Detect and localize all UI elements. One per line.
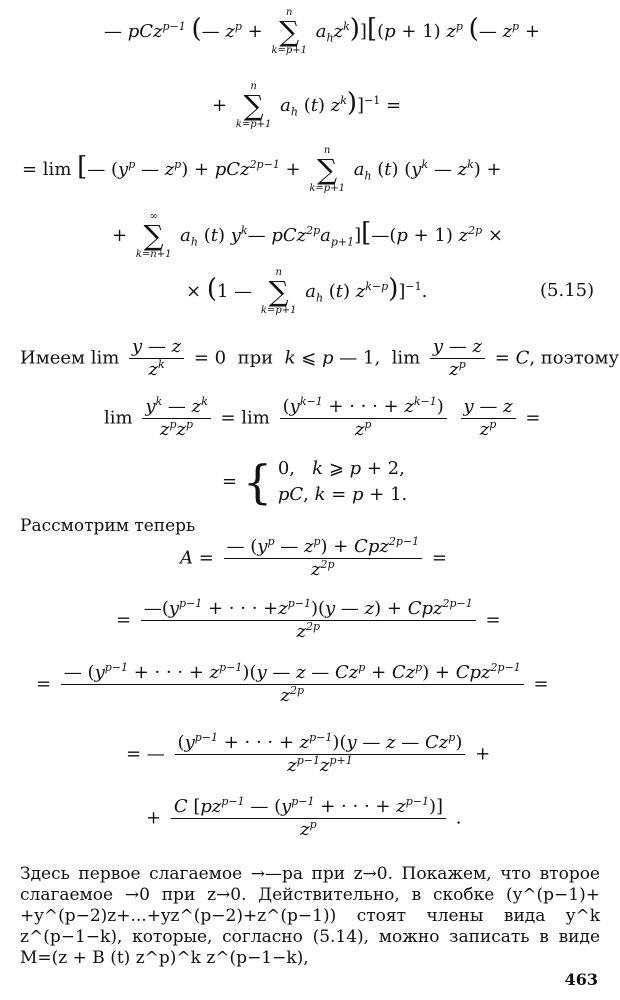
equation-line-2: + n ∑ k=p+1 $a_h$ (t) $z^k)]^{-1}$ = <box>212 81 402 130</box>
limits-statement: Имеем lim $\frac{y — z}{z^k}$ = 0 при k ⩽ p — 1, lim $\frac{y — z}{z^p}$ = C, поэтому <box>20 336 620 380</box>
sum-symbol: n ∑ k=p+1 <box>235 81 272 130</box>
equation-cases: = { 0, k ⩾ p + 2, pC, k = p + 1. <box>222 455 408 509</box>
equation-A-step-3: = — $\frac{(y^{p-1} + \cdot \cdot \cdot + z^{p-1})(y — z — Cz^p)}{z^{p-1}z^{p+1}}$ + <box>126 731 491 776</box>
equation-line-3: = lim [— ($y^p$ — $z^p) + pCz^{2p-1}$ + n ∑ k=p+1 $a_h$ (t) ($y^k$ — $z^k$) + <box>22 145 502 194</box>
equation-A: A = $\frac{— (y^p — z^p) + Cpz^{2p-1}}{z^{2p}}$ = <box>180 535 447 580</box>
sum-symbol: n ∑ k=p+1 <box>260 267 297 316</box>
sum-symbol: n ∑ k=p+1 <box>309 145 345 194</box>
paragraph-text: Здесь первое слагаемое →—pa при z→0. Покажем, что второе слагаемое →0 при z→0. Действительно, в скобке (y^(p−1)+ +y^(p−2)z+...+yz^(p−2)+z^(p−1)) стоят члены вида y^k z^(p−1−k), которые, согласно (5.14), можно записать в виде M=(z + B (t) z^p)^k z^(p−1−k), <box>20 864 600 968</box>
text-consider: Рассмотрим теперь <box>20 516 196 536</box>
equation-line-5: × (1 — n ∑ k=p+1 $a_h$ (t) $z^{k-p})]^{-1}$. <box>186 267 428 316</box>
equation-A-step-1: = $\frac{—(y^{p-1} + \cdot \cdot \cdot +z^{p-1})(y — z) + Cpz^{2p-1}}{z^{2p}}$ = <box>116 597 501 642</box>
equation-A-step-2: = $\frac{— (y^{p-1} + \cdot \cdot \cdot + z^{p-1})(y — z — Cz^p + Cz^p) + Cpz^{2p-1}}{z^{2p}}$ = <box>36 661 549 706</box>
equation-number: (5.15) <box>540 280 595 301</box>
page-number: 463 <box>564 970 598 989</box>
equation-A-step-4: + $\frac{C [pz^{p-1} — (y^{p-1} + \cdot \cdot \cdot + z^{p-1})]}{z^p}$ . <box>146 795 462 840</box>
sum-symbol: n ∑ k=p+1 <box>271 7 308 56</box>
equation-line-1: — pCz$^{p-1}$ (— $z^p$ + n ∑ k=p+1 $a_hz^k)][(p + 1)$ $z^p$ (— $z^p$ + <box>104 7 540 56</box>
sum-symbol: ∞ ∑ k=n+1 <box>135 211 172 260</box>
equation-line-4: + ∞ ∑ k=n+1 $a_h$ (t) $y^k—$ $pCz^{2p}a_{p+1}][—(p + 1) z^{2p}$ × <box>112 211 503 260</box>
equation-limit: lim $\frac{y^k — z^k}{z^pz^p}$ = lim $\frac{(y^{k-1} + \cdot \cdot \cdot + z^{k-1})}{z^p}$ $\frac{y — z}{z^p}$ = <box>104 395 541 440</box>
